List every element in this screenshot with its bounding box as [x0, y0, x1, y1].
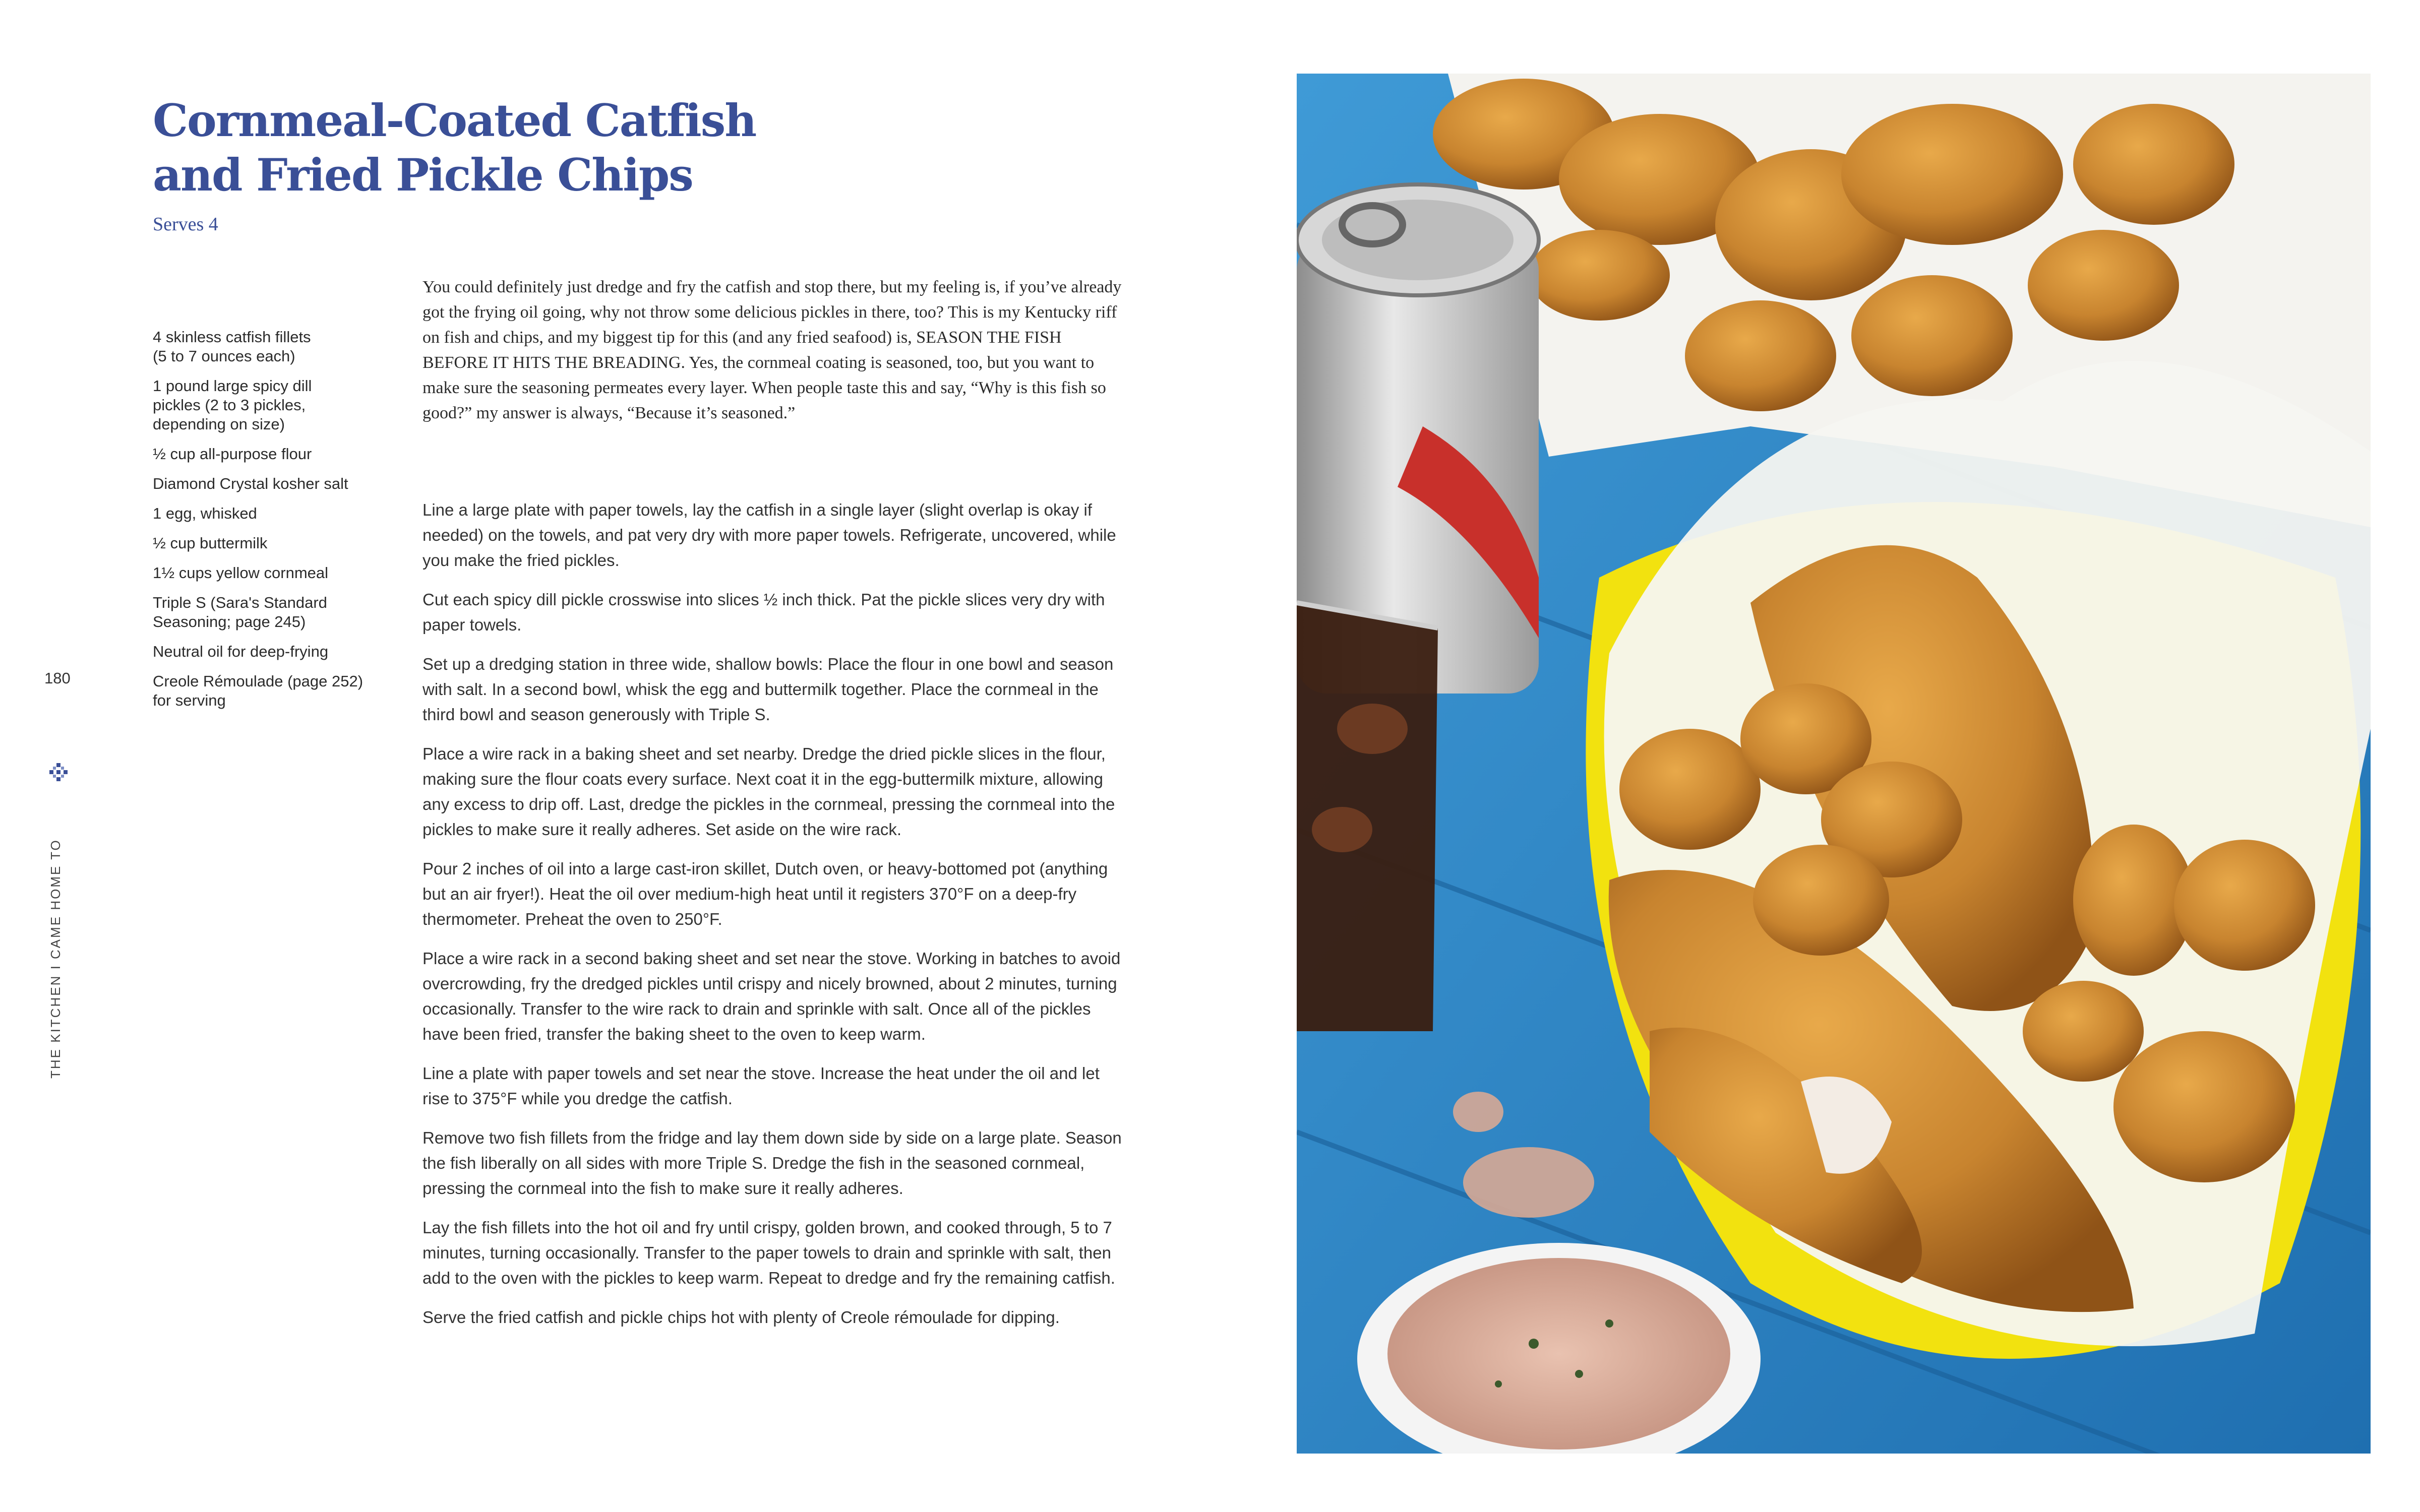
- method-step: Place a wire rack in a baking sheet and set nearby. Dredge the dried pickle slices in the flour, making sure the flour coats every surface. Next coat it in the egg-buttermilk mixture, allowing any excess to drip off. Last, dredge the pickles in the cornmeal, pressing the cornmeal into the pickles to make sure it really adheres. Set aside on the wire rack.: [422, 744, 1115, 839]
- ingredient-item: Diamond Crystal kosher salt: [153, 475, 348, 492]
- ingredient-item: 1 pound large spicy dill pickles (2 to 3 pickles, depending on size): [153, 377, 312, 433]
- method-step: Lay the fish fillets into the hot oil and fry until crispy, golden brown, and cooked through, 5 to 7 minutes, turning occasionally. Transfer to the paper towels to drain and sprinkle with salt, then add to the oven with the pickles to keep warm. Repeat to dredge and fry the remaining catfish.: [422, 1218, 1115, 1287]
- recipe-title: [153, 93, 758, 202]
- recipe-title-line-1: Cornmeal-Coated Catfish: [153, 94, 756, 147]
- ingredient-item: ½ cup all-purpose flour: [153, 445, 312, 463]
- food-photo: [1297, 74, 2371, 1454]
- flower-ornament-icon: [48, 762, 69, 782]
- cola-glass: [1297, 603, 1438, 1031]
- ingredient-item: 1 egg, whisked: [153, 505, 257, 522]
- ingredient-item: ½ cup buttermilk: [153, 534, 268, 552]
- running-head: THE KITCHEN I CAME HOME TO: [48, 839, 63, 1079]
- method-step: Serve the fried catfish and pickle chips hot with plenty of Creole rémoulade for dipping.: [422, 1308, 1060, 1327]
- recipe-intro: You could definitely just dredge and fry the catfish and stop there, but my feeling is, if you’ve already got the frying oil going, why not throw some delicious pickles in there, too? This is my Kentucky riff on fish and chips, and my biggest tip for this (and any fried seafood) is, SEASON THE FISH BEFORE IT HITS THE BREADING. Yes, the cornmeal coating is seasoned, too, but you want to make sure the seasoning permeates every layer. When people taste this and say, “Why is this fish so good?” my answer is always, “Because it’s seasoned.”: [422, 278, 1122, 422]
- method-step: Cut each spicy dill pickle crosswise into slices ½ inch thick. Pat the pickle slices very dry with paper towels.: [422, 590, 1105, 634]
- recipe-title-line-2: and Fried Pickle Chips: [153, 149, 693, 201]
- ingredient-item: Neutral oil for deep-frying: [153, 643, 329, 660]
- method-step: Place a wire rack in a second baking sheet and set near the stove. Working in batches to avoid overcrowding, fry the dredged pickles until crispy and nicely browned, about 2 minutes, turning occasionally. Transfer to the wire rack to drain and sprinkle with salt. Once all of the pickles have been fried, transfer the baking sheet to the oven to keep warm.: [422, 949, 1121, 1043]
- ingredient-item: 4 skinless catfish fillets (5 to 7 ounces each): [153, 328, 311, 365]
- ingredient-item: Triple S (Sara's Standard Seasoning; page 245): [153, 594, 327, 631]
- method-step: Set up a dredging station in three wide, shallow bowls: Place the flour in one bowl and season with salt. In a second bowl, whisk the egg and buttermilk together. Place the cornmeal in the third bowl and season generously with Triple S.: [422, 655, 1114, 724]
- page-number: 180: [44, 669, 71, 687]
- ingredient-item: 1½ cups yellow cornmeal: [153, 564, 329, 582]
- method-step: Line a plate with paper towels and set near the stove. Increase the heat under the oil and let rise to 375°F while you dredge the catfish.: [422, 1064, 1100, 1108]
- ingredient-item: Creole Rémoulade (page 252) for serving: [153, 672, 364, 709]
- method-step: Remove two fish fillets from the fridge and lay them down side by side on a large plate. Season the fish liberally on all sides with more Triple S. Dredge the fish in the seasoned cornmeal, pressing the cornmeal into the fish to make sure it really adheres.: [422, 1128, 1122, 1198]
- method-step: Pour 2 inches of oil into a large cast-iron skillet, Dutch oven, or heavy-bottomed pot (anything but an air fryer!). Heat the oil over medium-high heat until it registers 370°F on a deep-fry thermometer. Preheat the oven to 250°F.: [422, 859, 1108, 928]
- method-steps: [422, 497, 1126, 1344]
- ingredient-list: [153, 328, 390, 721]
- serves-label: Serves 4: [153, 214, 218, 235]
- fried-catfish-photo: [1297, 74, 2371, 1454]
- method-step: Line a large plate with paper towels, lay the catfish in a single layer (slight overlap is okay if needed) on the towels, and pat very dry with more paper towels. Refrigerate, uncovered, while you make the fried pickles.: [422, 500, 1116, 570]
